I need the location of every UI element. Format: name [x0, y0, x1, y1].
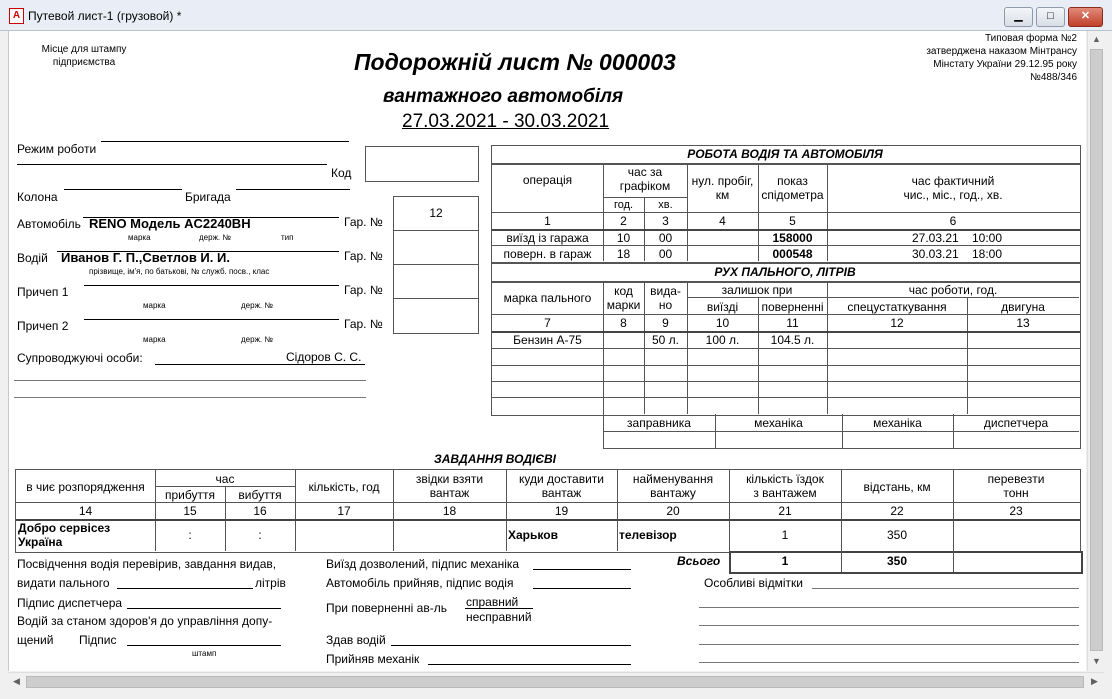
- page-title: Подорожній лист № 000003: [354, 49, 676, 75]
- accepted-line: [428, 664, 631, 665]
- broken-label: несправний: [466, 610, 532, 624]
- fuel-h1: [492, 314, 1080, 315]
- working-line: [465, 608, 533, 609]
- horizontal-scroll-thumb[interactable]: [26, 676, 1084, 688]
- trailer2-line: [84, 319, 339, 320]
- handed-label: Здав водій: [326, 633, 386, 647]
- fuel-row-mark: Бензин А-75: [513, 333, 582, 347]
- horizontal-scrollbar[interactable]: [8, 672, 1104, 691]
- tasks-row-order-2: Україна: [18, 535, 63, 549]
- fuel-h6: [492, 397, 1080, 398]
- fuel-h-remain: залишок при: [721, 283, 793, 297]
- handed-line: [391, 645, 631, 646]
- minimize-button[interactable]: ▁: [1004, 7, 1033, 27]
- work-row2-hour: 18: [616, 247, 631, 261]
- trailer1-hint-mark: марка: [143, 301, 166, 310]
- date-range: 27.03.2021 - 30.03.2021: [402, 111, 610, 132]
- driver-value: Иванов Г. П.,Светлов И. И.: [61, 250, 230, 265]
- tasks-h-to: [506, 472, 617, 500]
- notes-label: Особливі відмітки: [704, 576, 803, 590]
- escort-line: [155, 364, 365, 365]
- tasks-title: ЗАВДАННЯ ВОДІЄВІ: [434, 452, 556, 466]
- total-label: Всього: [677, 554, 721, 568]
- gar-divider-2: [394, 264, 478, 265]
- trailer2-hint-state: держ. №: [241, 335, 273, 344]
- tasks-row-cargo: телевізор: [619, 528, 677, 542]
- work-h-schedule-1: час за: [627, 165, 663, 179]
- tasks-num-20: 20: [666, 504, 680, 518]
- trailer2-hint-mark: марка: [143, 335, 166, 344]
- work-h-schedule: [603, 165, 687, 193]
- tasks-row-order-1: Добро сервісез: [18, 521, 111, 535]
- notes-line-5: [699, 662, 1079, 663]
- work-h-zero-run: [687, 174, 758, 202]
- gar-label-4: Гар. №: [344, 317, 383, 331]
- tasks-h1: [16, 502, 1080, 503]
- column-line: [64, 189, 182, 190]
- trailer1-line: [84, 285, 339, 286]
- notes-line-2: [699, 607, 1079, 608]
- fuel-num-7: 7: [544, 316, 551, 330]
- scroll-up-icon[interactable]: ▲: [1092, 34, 1101, 44]
- sign-mechanic-1: механіка: [754, 416, 803, 430]
- work-h-hour: год.: [613, 199, 634, 211]
- fuel-h-code-1: код: [614, 284, 633, 298]
- gar-divider-3: [394, 298, 478, 299]
- fuel-h-issued-2: но: [658, 298, 673, 312]
- scroll-left-icon[interactable]: ◀: [13, 676, 20, 686]
- form-info-line3: Мінстату України 29.12.95 року: [933, 59, 1077, 70]
- tasks-h0: [155, 486, 295, 487]
- form-info-line4: №488/346: [1030, 72, 1077, 83]
- work-row1-min: 00: [658, 231, 673, 245]
- sign-line: [127, 645, 281, 646]
- exit-allowed-label: Виїзд дозволений, підпис механіка: [326, 557, 520, 571]
- fuel-h0: [687, 297, 1079, 298]
- notes-line-1: [812, 588, 1079, 589]
- escort-label: Супроводжуючі особи:: [17, 351, 143, 365]
- tasks-h-cargo-2: вантажу: [650, 486, 696, 500]
- tasks-num-15: 15: [183, 504, 197, 518]
- scroll-right-icon[interactable]: ▶: [1091, 676, 1098, 686]
- work-num-2: 2: [620, 214, 627, 228]
- notes-line-3: [699, 625, 1079, 626]
- stamp-label: штамп: [192, 649, 217, 658]
- trailer1-hint-state: держ. №: [241, 301, 273, 310]
- tasks-h-tons: [953, 472, 1079, 500]
- title-bar: [0, 0, 1112, 31]
- tasks-h-trips-2: з вантажем: [753, 486, 817, 500]
- form-info-line2: затверджена наказом Мінтрансу: [926, 46, 1077, 57]
- tasks-row-distance: 350: [886, 528, 908, 542]
- car-label: Автомобіль: [17, 217, 81, 231]
- car-value: RENO Модель AC2240BH: [89, 216, 251, 231]
- fuel-h-issued-1: вида-: [650, 284, 681, 298]
- fuel-h-engine: двигуна: [1001, 300, 1045, 314]
- tasks-h-tons-2: тонн: [1003, 486, 1029, 500]
- fuel-h-code-2: марки: [606, 298, 641, 312]
- dispatcher-sign-line: [127, 608, 281, 609]
- work-row1-hour: 10: [616, 231, 631, 245]
- work-h-speedometer-1: показ: [777, 174, 808, 188]
- close-button[interactable]: ✕: [1068, 7, 1103, 27]
- fuel-given-label: видати пального: [17, 576, 110, 590]
- vertical-scrollbar[interactable]: [1087, 31, 1105, 671]
- tasks-h-to-2: вантаж: [541, 486, 582, 500]
- work-row2-time: 18:00: [972, 247, 1003, 261]
- tasks-num-16: 16: [253, 504, 267, 518]
- work-num-1: 1: [544, 214, 551, 228]
- escort-line2: [14, 380, 366, 381]
- brigade-line: [236, 189, 350, 190]
- gar-value: 12: [429, 206, 443, 220]
- fuel-row-depart: 100 л.: [705, 333, 740, 347]
- tasks-h-to-1: куди доставити: [518, 472, 604, 486]
- fuel-num-11: 11: [786, 316, 799, 330]
- tasks-h-trips-1: кількість їздок: [746, 472, 824, 486]
- stamp-place-line1: Місце для штампу: [41, 44, 127, 55]
- car-accepted-line: [533, 588, 631, 589]
- tasks-h-trips: [729, 472, 841, 500]
- car-hint-mark: марка: [128, 233, 151, 242]
- work-row2-odometer: 000548: [772, 247, 813, 261]
- fuel-h-code: [603, 284, 644, 312]
- tasks-h-cargo-1: найменування: [632, 472, 714, 486]
- tasks-row-arrival: :: [188, 528, 192, 542]
- notes-line-4: [699, 644, 1079, 645]
- work-h-actual-1: час фактичний: [911, 174, 995, 188]
- tasks-num-14: 14: [78, 504, 93, 518]
- app-icon: A: [9, 8, 24, 24]
- scroll-down-icon[interactable]: ▼: [1092, 656, 1101, 666]
- work-h1: [492, 212, 1080, 213]
- tasks-h-order: в чиє розпорядження: [26, 480, 145, 494]
- accepted-label: Прийняв механік: [326, 652, 420, 666]
- escort-value: Сідоров С. С.: [286, 350, 362, 364]
- work-mode-label: Режим роботи: [17, 142, 97, 156]
- tasks-num-19: 19: [554, 504, 569, 518]
- tasks-h-from-2: вантаж: [429, 486, 470, 500]
- driver-hint: прізвище, ім'я, по батькові, № служб. посв., клас: [89, 267, 270, 276]
- work-row1-time: 10:00: [972, 231, 1003, 245]
- work-h-operation: операція: [522, 173, 573, 187]
- tasks-h-tons-1: перевезти: [987, 472, 1045, 486]
- column-label: Колона: [17, 190, 58, 204]
- stamp-place-line2: підприємства: [52, 57, 116, 68]
- fuel-h-issued: [644, 284, 687, 312]
- tasks-row-trips: 1: [781, 528, 789, 542]
- tasks-h-hours: кількість, год: [308, 480, 380, 494]
- work-h-schedule-2: графіком: [619, 179, 671, 193]
- fuel-h-mark: марка пального: [503, 291, 592, 305]
- cert-label: Посвідчення водія перевірив, завдання видав,: [17, 557, 277, 571]
- form-info-line1: Типовая форма №2: [984, 33, 1077, 44]
- tasks-row-order: [18, 521, 110, 549]
- tasks-h2: [16, 519, 1080, 521]
- escort-line3: [14, 397, 366, 398]
- fuel-h-depart: виїзді: [706, 300, 739, 314]
- driver-label: Водій: [17, 251, 48, 265]
- waybill-document: [8, 31, 1086, 671]
- tasks-h-time: час: [215, 472, 235, 486]
- total-distance: 350: [886, 554, 908, 568]
- car-hint-state: держ. №: [199, 233, 231, 242]
- sign-dispatcher: диспетчера: [983, 416, 1049, 430]
- gar-label-2: Гар. №: [344, 249, 383, 263]
- fuel-num-9: 9: [662, 316, 669, 330]
- work-h-actual-2: чис., міс., год., хв.: [903, 188, 1003, 202]
- window-title: Путевой лист-1 (грузовой) *: [28, 9, 182, 23]
- code-box[interactable]: [365, 146, 479, 182]
- code-label: Код: [331, 166, 352, 180]
- work-num-4: 4: [719, 214, 726, 228]
- brigade-label: Бригада: [185, 190, 231, 204]
- work-mode-line: [101, 141, 349, 142]
- fuel-given-line: [117, 588, 253, 589]
- fuel-h4: [492, 365, 1080, 366]
- work-row2-min: 00: [658, 247, 673, 261]
- dispatcher-sign-label: Підпис диспетчера: [17, 596, 123, 610]
- fuel-h-return: поверненні: [761, 300, 824, 314]
- work-h-min: хв.: [658, 199, 673, 211]
- car-accepted-label: Автомобіль прийняв, підпис водія: [326, 576, 514, 590]
- health-label-2: щений: [17, 633, 54, 647]
- work-table-title: РОБОТА ВОДІЯ ТА АВТОМОБІЛЯ: [687, 147, 883, 161]
- sign-refueler: заправника: [627, 416, 691, 430]
- gar-divider-1: [394, 230, 478, 231]
- trailer1-label: Причеп 1: [17, 285, 69, 299]
- fuel-row-return: 104.5 л.: [770, 333, 815, 347]
- work-h-speedometer-2: спідометра: [761, 188, 824, 202]
- work-row1-op: виїзд із гаража: [506, 231, 589, 245]
- maximize-button[interactable]: □: [1036, 7, 1065, 27]
- tasks-num-21: 21: [778, 504, 792, 518]
- gar-label-1: Гар. №: [344, 215, 383, 229]
- car-line: [83, 217, 339, 218]
- sign-label: Підпис: [79, 633, 117, 647]
- work-h3: [492, 245, 1080, 246]
- total-trips: 1: [781, 554, 789, 568]
- fuel-h-work-time: час роботи, год.: [908, 283, 998, 297]
- fuel-h5: [492, 381, 1080, 382]
- work-num-6: 6: [949, 214, 957, 228]
- trailer2-label: Причеп 2: [17, 319, 69, 333]
- health-label-1: Водій за станом здоров'я до управління допу-: [17, 614, 273, 628]
- work-h-speedometer: [758, 174, 827, 202]
- work-h-zero-run-2: км: [715, 188, 730, 202]
- tasks-h-from-1: звідки взяти: [415, 472, 484, 486]
- tasks-h-distance: відстань, км: [863, 480, 931, 494]
- tasks-h-from: [393, 472, 506, 500]
- tasks-h-departure: вибуття: [238, 488, 282, 502]
- fuel-h3: [492, 348, 1080, 349]
- work-h-actual: [827, 174, 1079, 202]
- work-row1-date: 27.03.21: [912, 231, 959, 245]
- tasks-row-departure: :: [258, 528, 262, 542]
- exit-allowed-line: [533, 569, 631, 570]
- tasks-num-18: 18: [442, 504, 457, 518]
- sign-mechanic-2: механіка: [873, 416, 922, 430]
- tasks-row-to: Харьков: [508, 528, 558, 542]
- driver-line: [57, 251, 339, 252]
- work-row2-date: 30.03.21: [912, 247, 959, 261]
- total-v2: [953, 551, 954, 572]
- fuel-num-8: 8: [620, 316, 627, 330]
- work-row2-op: поверн. в гараж: [503, 247, 592, 261]
- on-return-label: При поверненні ав-ль: [326, 601, 447, 615]
- tasks-num-23: 23: [1009, 504, 1023, 518]
- fuel-num-10: 10: [715, 316, 730, 330]
- fuel-table-title: РУХ ПАЛЬНОГО, ЛІТРІВ: [714, 265, 856, 279]
- tasks-num-22: 22: [890, 504, 904, 518]
- vertical-scroll-thumb[interactable]: [1090, 49, 1103, 651]
- fuel-sign-h: [603, 431, 1079, 432]
- work-h-zero-run-1: нул. пробіг,: [691, 174, 754, 188]
- work-num-3: 3: [662, 214, 669, 228]
- fuel-h-special: спецустаткування: [847, 300, 947, 314]
- working-label: справний: [466, 595, 519, 609]
- work-row1-odometer: 158000: [772, 231, 813, 245]
- fuel-num-12: 12: [890, 316, 904, 330]
- work-mode-line2: [17, 164, 327, 165]
- liters-label: літрів: [255, 576, 286, 590]
- form-info: [869, 32, 1077, 84]
- tasks-h-cargo: [617, 472, 729, 500]
- tasks-h-arrival: прибуття: [165, 488, 215, 502]
- gar-label-3: Гар. №: [344, 283, 383, 297]
- work-num-5: 5: [789, 214, 796, 228]
- fuel-row-issued: 50 л.: [651, 333, 680, 347]
- fuel-num-13: 13: [1016, 316, 1030, 330]
- tasks-num-17: 17: [337, 504, 351, 518]
- car-hint-type: тип: [281, 233, 294, 242]
- page-subtitle: вантажного автомобіля: [383, 86, 624, 107]
